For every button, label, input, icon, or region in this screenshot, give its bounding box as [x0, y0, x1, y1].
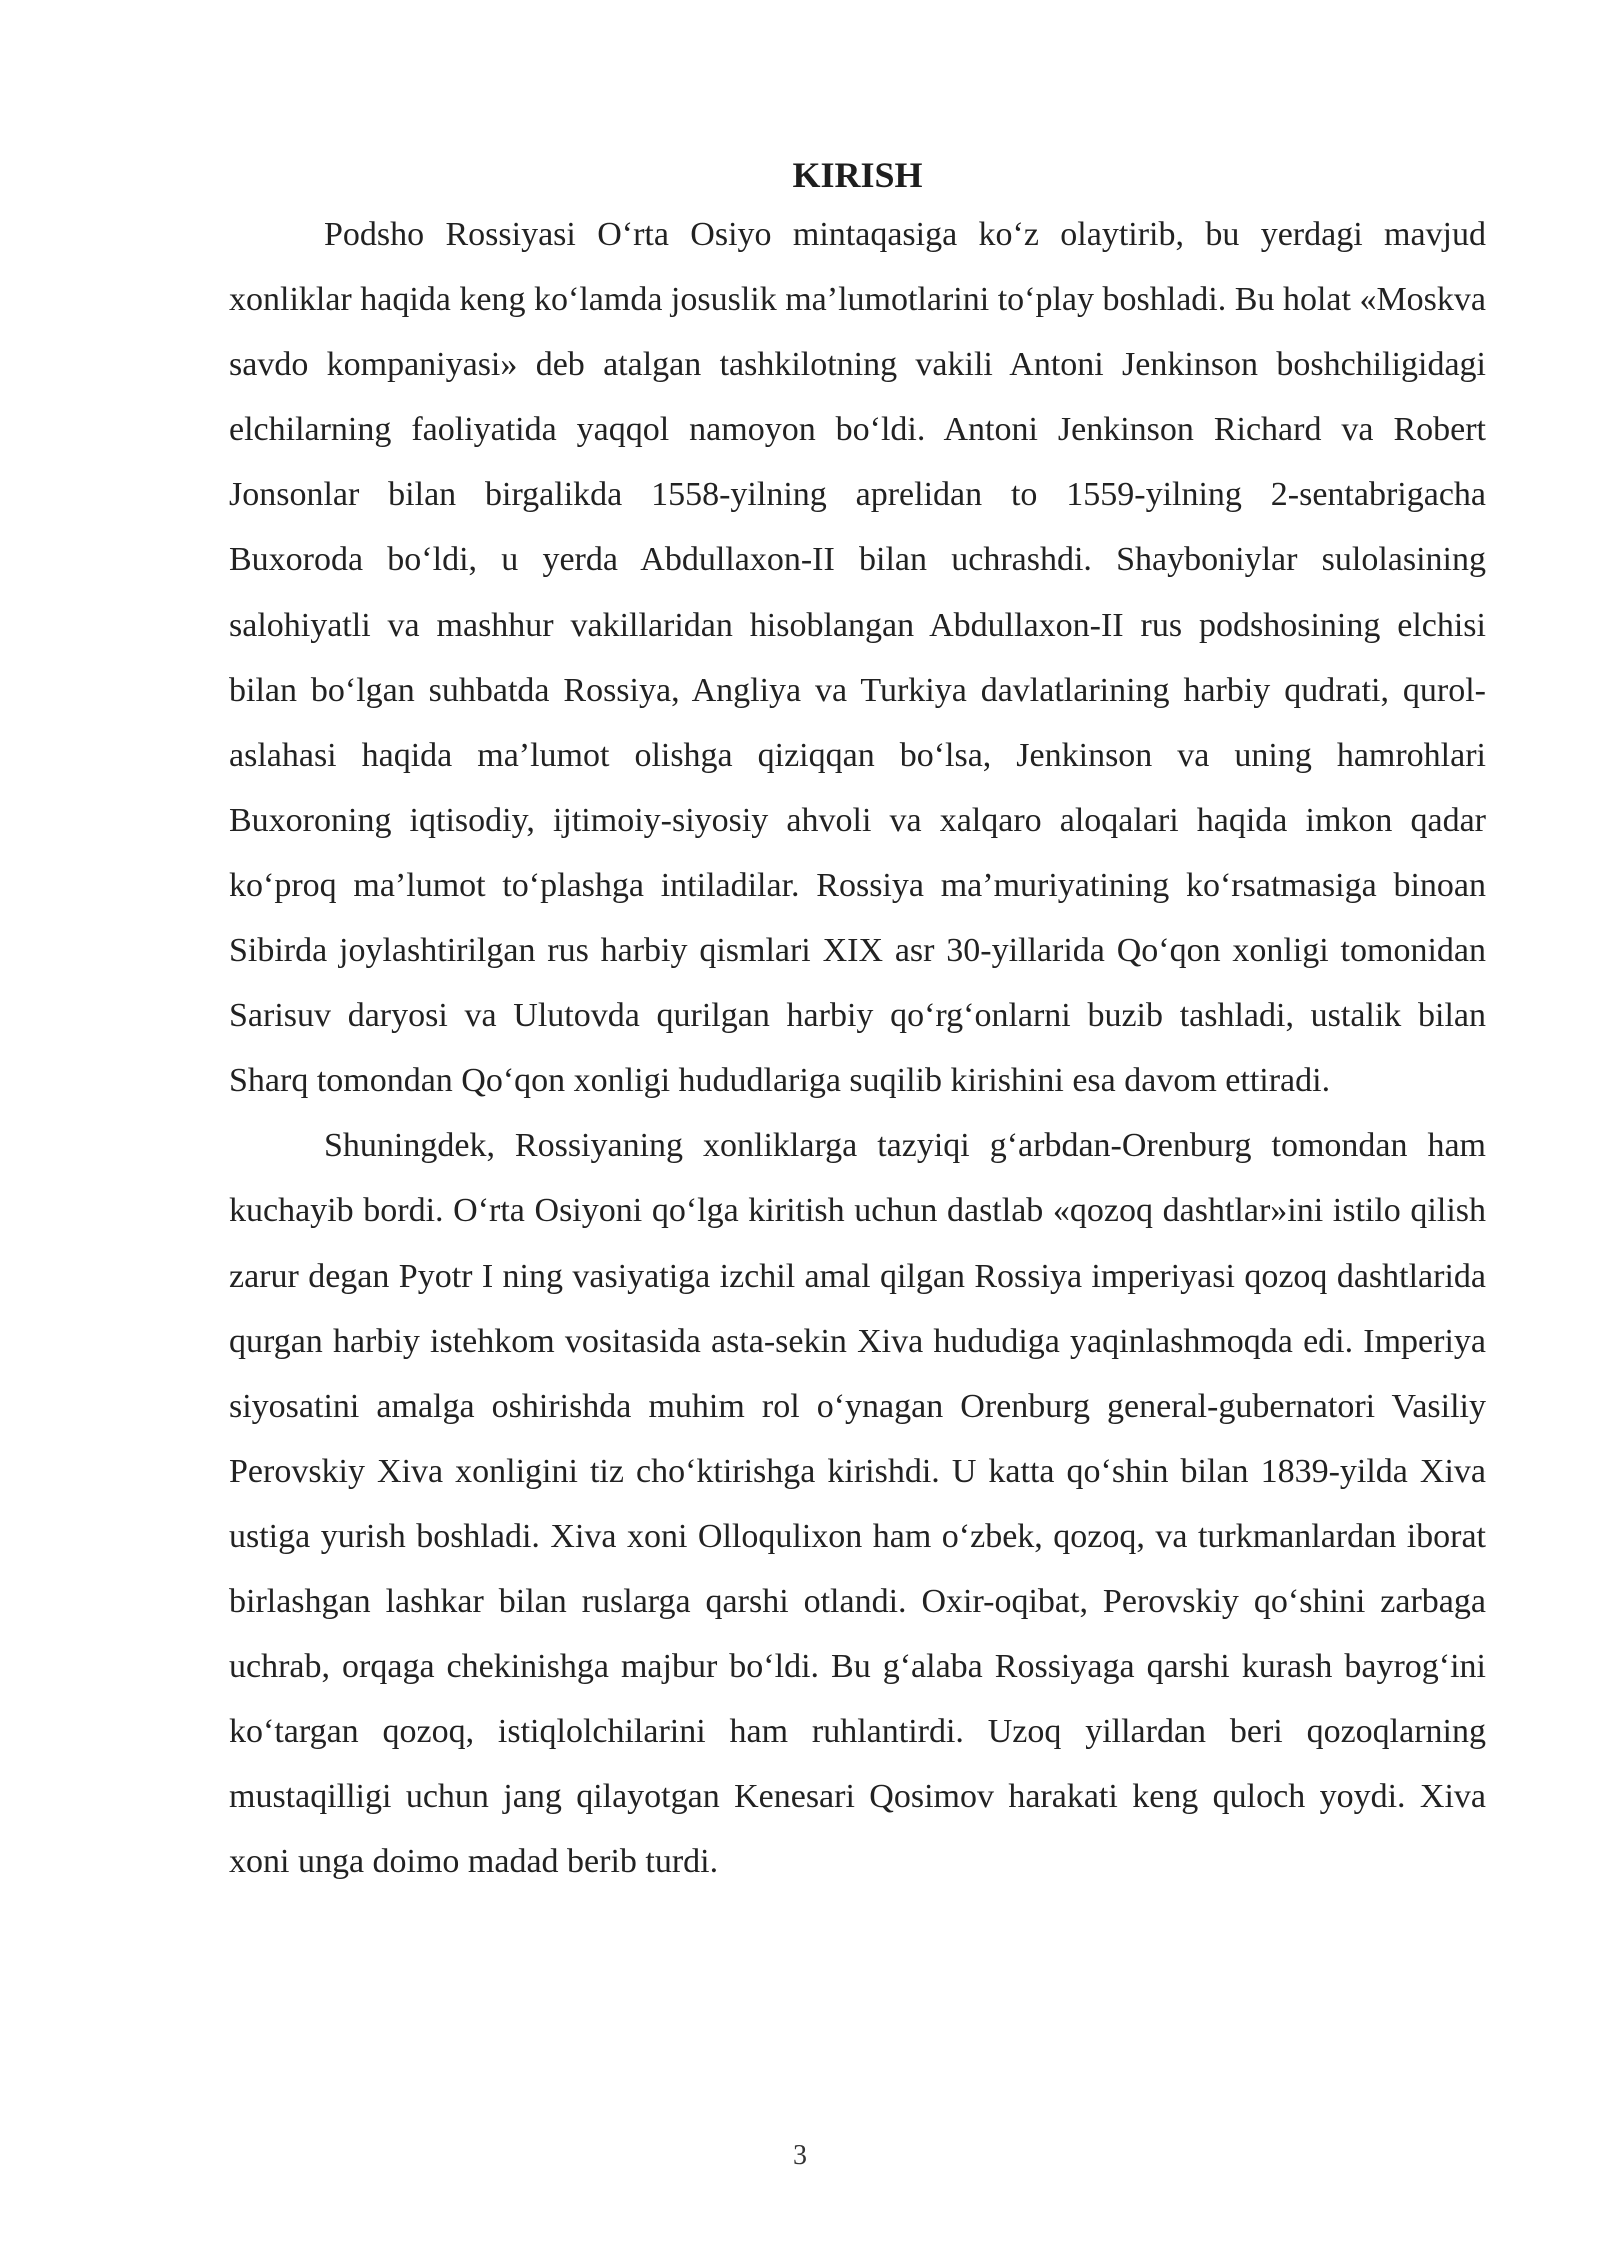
page-number: 3	[793, 2140, 807, 2171]
body-paragraph-2: Shuningdek, Rossiyaning xonliklarga tazyiqi g‘arbdan-Orenburg tomondan ham kuchayib bordi. O‘rta Osiyoni qo‘lga kiritish uchun dastlab «qozoq dashtlar»ini istilo qilish zarur degan Pyotr I ning vasiyatiga izchil amal qilgan Rossiya imperiyasi qozoq dashtlarida qurgan harbiy istehkom vositasida asta-sekin Xiva hududiga yaqinlashmoqda edi. Imperiya siyosatini amalga oshirishda muhim rol o‘ynagan Orenburg general-gubernatori Vasiliy Perovskiy Xiva xonligini tiz cho‘ktirishga kirishdi. U katta qo‘shin bilan 1839-yilda Xiva ustiga yurish boshladi. Xiva xoni Olloqulixon ham o‘zbek, qozoq, va turkmanlardan iborat birlashgan lashkar bilan ruslarga qarshi otlandi. Oxir-oqibat, Perovskiy qo‘shini zarbaga uchrab, orqaga chekinishga majbur bo‘ldi. Bu g‘alaba Rossiyaga qarshi kurash bayrog‘ini ko‘targan qozoq, istiqlolchilarini ham ruhlantirdi. Uzoq yillardan beri qozoqlarning mustaqilligi uchun jang qilayotgan Kenesari Qosimov harakati keng quloch yoydi. Xiva xoni unga doimo madad berib turdi.	[229, 1127, 1486, 1881]
page-content	[229, 148, 1486, 1894]
section-heading: KIRISH	[792, 155, 923, 195]
body-paragraph-1: Podsho Rossiyasi O‘rta Osiyo mintaqasiga ko‘z olaytirib, bu yerdagi mavjud xonliklar haqida keng ko‘lamda josuslik ma’lumotlarini to‘play boshladi. Bu holat «Moskva savdo kompaniyasi» deb atalgan tashkilotning vakili Antoni Jenkinson boshchiligidagi elchilarning faoliyatida yaqqol namoyon bo‘ldi. Antoni Jenkinson Richard va Robert Jonsonlar bilan birgalikda 1558-yilning aprelidan to 1559-yilning 2-sentabrigacha Buxoroda bo‘ldi, u yerda Abdullaxon-II bilan uchrashdi. Shayboniylar sulolasining salohiyatli va mashhur vakillaridan hisoblangan Abdullaxon-II rus podshosining elchisi bilan bo‘lgan suhbatda Rossiya, Angliya va Turkiya davlatlarining harbiy qudrati, qurol-aslahasi haqida ma’lumot olishga qiziqqan bo‘lsa, Jenkinson va uning hamrohlari Buxoroning iqtisodiy, ijtimoiy-siyosiy ahvoli va xalqaro aloqalari haqida imkon qadar ko‘proq ma’lumot to‘plashga intiladilar. Rossiya ma’muriyatining ko‘rsatmasiga binoan Sibirda joylashtirilgan rus harbiy qismlari XIX asr 30-yillarida Qo‘qon xonligi tomonidan Sarisuv daryosi va Ulutovda qurilgan harbiy qo‘rg‘onlarni buzib tashladi, ustalik bilan Sharq tomondan Qo‘qon xonligi hududlariga suqilib kirishini esa davom ettiradi.	[229, 216, 1486, 1100]
